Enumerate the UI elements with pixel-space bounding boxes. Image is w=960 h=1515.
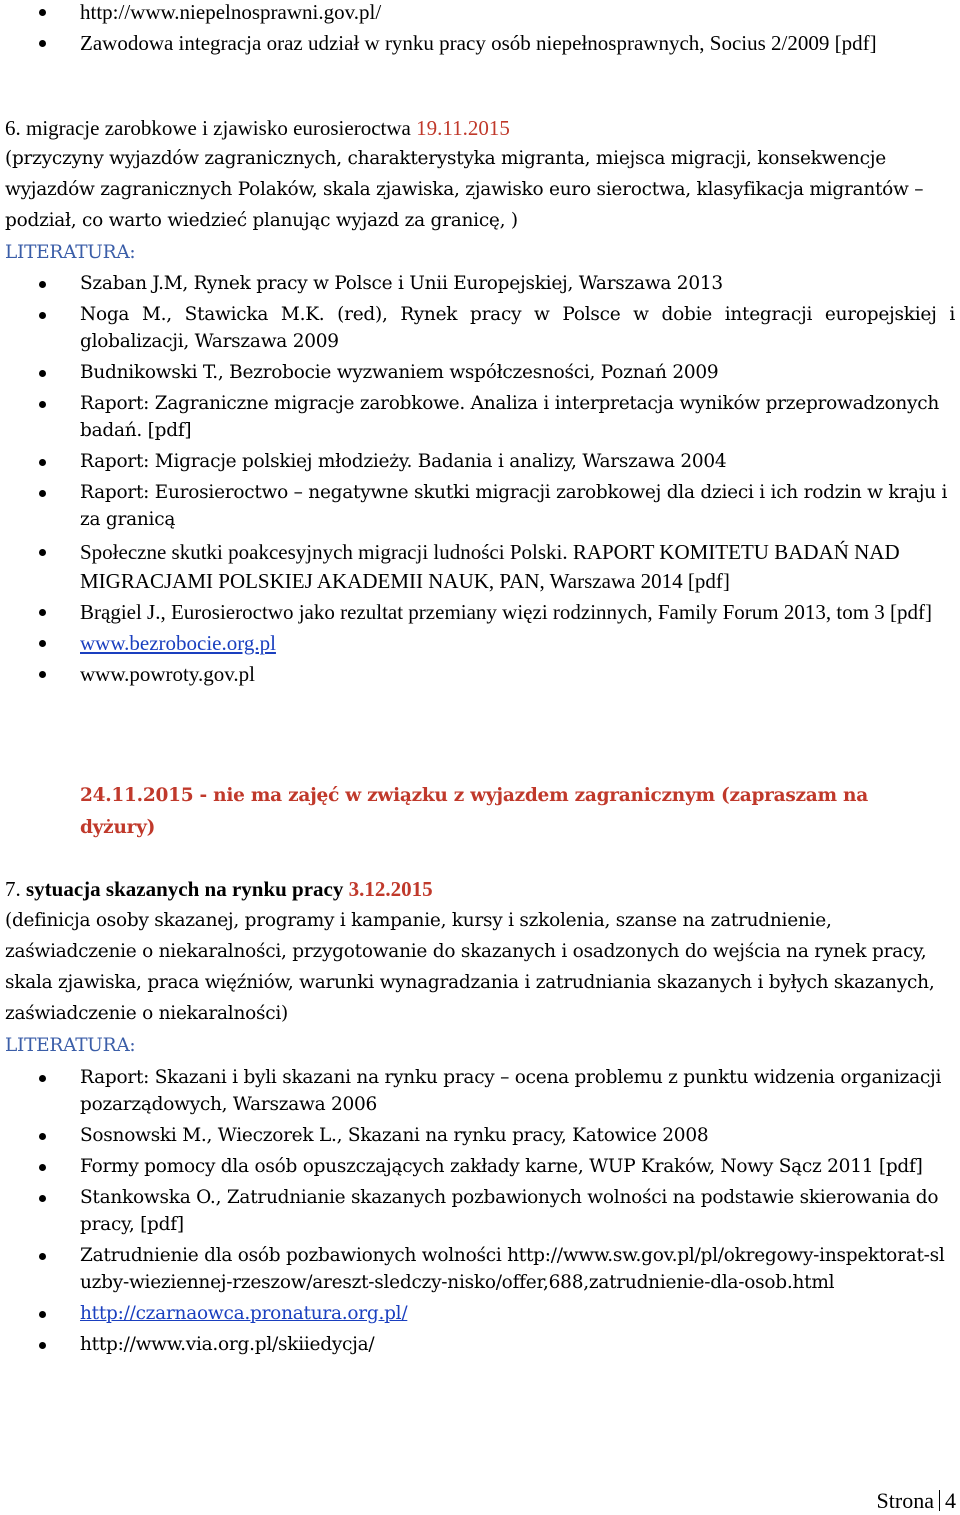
list-item: Zawodowa integracja oraz udział w rynku pracy osób niepełnosprawnych, Socius 2/2009 [pdf]	[5, 29, 955, 58]
list-item: Raport: Skazani i byli skazani na rynku pracy – ocena problemu z punktu widzenia organizacji pozarządowych, Warszawa 2006	[5, 1064, 955, 1118]
section-7-date: 3.12.2015	[348, 877, 433, 901]
section-6-literature-list-2	[5, 538, 955, 691]
section-6-description: (przyczyny wyjazdów zagranicznych, charakterystyka migranta, miejsca migracji, konsekwencje wyjazdów zagranicznych Polaków, skala zjawiska, zjawisko euro sieroctwa, klasyfikacja migrantów – podział, co warto wiedzieć planując wyjazd za granicę, )	[5, 148, 924, 231]
list-item: Raport: Zagraniczne migracje zarobkowe. Analiza i interpretacja wyników przeprowadzonych badań. [pdf]	[5, 390, 955, 444]
section-6-date: 19.11.2015	[416, 116, 510, 140]
list-item: Budnikowski T., Bezrobocie wyzwaniem współczesności, Poznań 2009	[5, 359, 955, 386]
list-item: http://www.via.org.pl/skiiedycja/	[5, 1331, 955, 1358]
list-item: Noga M., Stawicka M.K. (red), Rynek pracy w Polsce w dobie integracji europejskiej i globalizacji, Warszawa 2009	[5, 301, 955, 355]
list-item: Społeczne skutki poakcesyjnych migracji ludności Polski. RAPORT KOMITETU BADAŃ NAD MIGRACJAMI POLSKIEJ AKADEMII NAUK, PAN, Warszawa 2014 [pdf]	[5, 538, 955, 596]
link-item[interactable]	[5, 1300, 955, 1327]
list-item: Brągiel J., Eurosieroctwo jako rezultat przemiany więzi rodzinnych, Family Forum 2013, tom 3 [pdf]	[5, 598, 955, 627]
list-item: Formy pomocy dla osób opuszczających zakłady karne, WUP Kraków, Nowy Sącz 2011 [pdf]	[5, 1153, 955, 1180]
top-list	[5, 0, 955, 58]
footer-separator	[939, 1490, 940, 1511]
top-list-block	[5, 0, 955, 60]
list-item: Szaban J.M, Rynek pracy w Polsce i Unii Europejskiej, Warszawa 2013	[5, 270, 955, 297]
list-item: Raport: Eurosieroctwo – negatywne skutki migracji zarobkowej dla dzieci i ich rodzin w kraju i za granicą	[5, 479, 955, 533]
list-item: www.powroty.gov.pl	[5, 660, 955, 689]
list-item: Sosnowski M., Wieczorek L., Skazani na rynku pracy, Katowice 2008	[5, 1122, 955, 1149]
section-7-literature-label: LITERATURA:	[5, 1035, 136, 1056]
list-item: Raport: Migracje polskiej młodzieży. Badania i analizy, Warszawa 2004	[5, 448, 955, 475]
section-7-description: (definicja osoby skazanej, programy i kampanie, kursy i szkolenia, szanse na zatrudnienie, zaświadczenie o niekaralności, przygotowanie do skazanych i osadzonych do wejścia na rynek pracy, skala zjawiska, praca więźniów, warunki wynagradzania i zatrudniania skazanych i byłych skazanych, zaświadczenie o niekaralności)	[5, 910, 935, 1024]
link-item[interactable]	[5, 629, 955, 658]
section-6-literature-label: LITERATURA:	[5, 242, 136, 263]
czarnaowca-link[interactable]: http://czarnaowca.pronatura.org.pl/	[80, 1303, 408, 1324]
section-6-literature-list	[5, 270, 955, 537]
section-7-heading: 7. sytuacja skazanych na rynku pracy 3.12.2015	[5, 877, 433, 901]
page-footer	[877, 1488, 956, 1514]
list-item: http://www.niepelnosprawni.gov.pl/	[5, 0, 955, 27]
section-7-literature-list	[5, 1064, 955, 1362]
page-number: 4	[945, 1488, 956, 1513]
list-item: Stankowska O., Zatrudnianie skazanych pozbawionych wolności na podstawie skierowania do pracy, [pdf]	[5, 1184, 955, 1238]
footer-label: Strona	[876, 1488, 934, 1513]
bezrobocie-link[interactable]: www.bezrobocie.org.pl	[80, 631, 276, 655]
list-item: Zatrudnienie dla osób pozbawionych wolności http://www.sw.gov.pl/pl/okregowy-inspektorat-sluzby-wieziennej-rzeszow/areszt-sledczy-nisko/offer,688,zatrudnienie-dla-osob.html	[5, 1242, 955, 1296]
no-class-notice: 24.11.2015 - nie ma zajęć w związku z wyjazdem zagranicznym (zapraszam na dyżury)	[80, 785, 868, 838]
section-6-heading: 6. migracje zarobkowe i zjawisko eurosieroctwa 19.11.2015	[5, 116, 510, 140]
